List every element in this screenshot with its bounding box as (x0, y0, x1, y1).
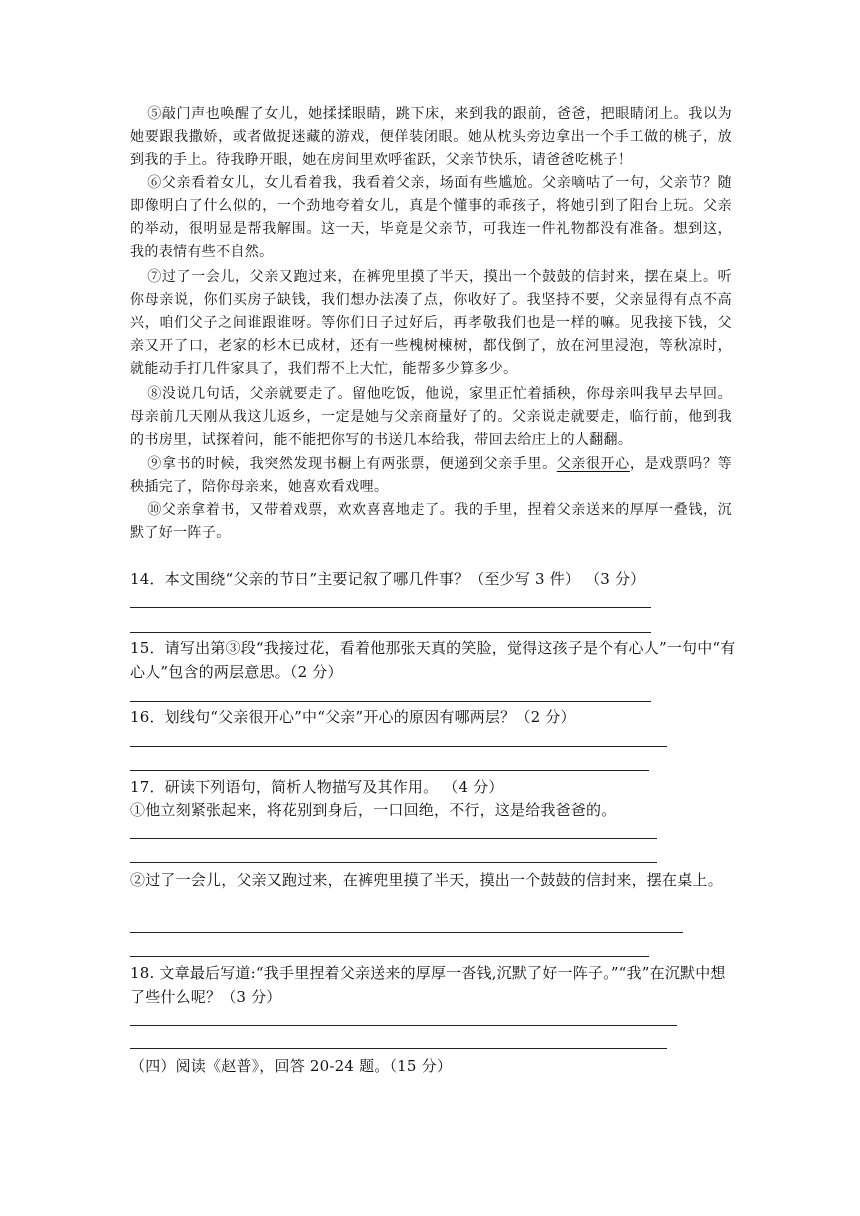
answer-line-14a[interactable] (130, 607, 651, 608)
question-14: 14．本文围绕“父亲的节日”主要记叙了哪几件事？（至少写 3 件） （3 分） (130, 570, 646, 588)
paragraph-10-text: ⑩父亲拿着书，又带着戏票，欢欢喜喜地走了。我的手里，捏着父亲送来的厚厚一叠钱，沉默了好一阵子。 (130, 502, 732, 541)
question-17-sentence-2: ②过了一会儿，父亲又跑过来，在裤兜里摸了半天，摸出一个鼓鼓的信封来，摆在桌上。 (130, 871, 723, 889)
paragraph-9-text-before: ⑨拿书的时候，我突然发现书橱上有两张票，便递到父亲手里。 (147, 456, 557, 472)
paragraph-8 (130, 383, 732, 452)
answer-line-16b[interactable] (130, 770, 649, 771)
paragraph-6 (130, 172, 732, 264)
paragraph-5 (130, 103, 732, 172)
question-16: 16．划线句“父亲很开心”中“父亲”开心的原因有哪两层？（2 分） (130, 708, 576, 726)
question-18: 18. 文章最后写道:“我手里捏着父亲送来的厚厚一沓钱,沉默了好一阵子。”“我”在沉默中想了些什么呢？（3 分） (130, 964, 726, 1006)
answer-line-16a[interactable] (130, 746, 667, 747)
paragraph-9 (130, 453, 732, 499)
answer-line-18a[interactable] (130, 1025, 677, 1026)
paragraph-7 (130, 266, 732, 381)
paragraph-10 (130, 499, 732, 545)
answer-line-17-1b[interactable] (130, 862, 657, 863)
paragraph-9-text-after: ，是戏票吗？等秧插完了，陪你母亲来，她喜欢看戏哩。 (130, 456, 732, 495)
question-17: 17．研读下列语句，简析人物描写及其作用。 （4 分） (130, 778, 504, 796)
answer-line-17-2b[interactable] (130, 956, 649, 957)
answer-line-15[interactable] (130, 701, 651, 702)
paragraph-8-text: ⑧没说几句话，父亲就要走了。留他吃饭，他说，家里正忙着插秧，你母亲叫我早去早回。母亲前几天刚从我这儿返乡，一定是她与父亲商量好了的。父亲说走就要走，临行前，他到我的书房里，试探着问，能不能把你写的书送几本给我，带回去给庄上的人翻翻。 (130, 386, 732, 448)
paragraph-7-text: ⑦过了一会儿，父亲又跑过来，在裤兜里摸了半天，摸出一个鼓鼓的信封来，摆在桌上。听你母亲说，你们买房子缺钱，我们想办法凑了点，你收好了。我坚持不要，父亲显得有点不高兴，咱们父子之间谁跟谁呀。等你们日子过好后，再孝敬我们也是一样的嘛。见我接下钱，父亲又开了口，老家的杉木已成材，还有一些槐树楝树，都伐倒了，放在河里浸泡，等秋凉时，就能动手打几件家具了，我们帮不上大忙，能帮多少算多少。 (130, 269, 732, 377)
section-4-heading: （四）阅读《赵普》，回答 20-24 题。（15 分） (130, 1057, 453, 1075)
question-15: 15．请写出第③段“我接过花，看着他那张天真的笑脸，觉得这孩子是个有心人”一句中“有心人”包含的两层意思。（2 分） (130, 639, 736, 681)
question-17-sentence-1: ①他立刻紧张起来，将花别到身后，一口回绝，不行，这是给我爸爸的。 (130, 801, 617, 819)
answer-line-17-2a[interactable] (130, 932, 683, 933)
answer-line-18b[interactable] (130, 1048, 667, 1049)
paragraph-6-text: ⑥父亲看着女儿，女儿看着我，我看着父亲，场面有些尴尬。父亲嘀咕了一句，父亲节？随即像明白了什么似的，一个劲地夸着女儿，真是个懂事的乖孩子，将她引到了阳台上玩。父亲的举动，很明显是帮我解围。这一天，毕竟是父亲节，可我连一件礼物都没有准备。想到这，我的表情有些不自然。 (130, 175, 732, 260)
underlined-sentence: 父亲很开心 (556, 456, 630, 472)
answer-line-17-1a[interactable] (130, 838, 657, 839)
paragraph-5-text: ⑤敲门声也唤醒了女儿，她揉揉眼睛，跳下床，来到我的跟前，爸爸，把眼睛闭上。我以为她要跟我撒娇，或者做捉迷藏的游戏，便佯装闭眼。她从枕头旁边拿出一个手工做的桃子，放到我的手上。待我睁开眼，她在房间里欢呼雀跃，父亲节快乐，请爸爸吃桃子！ (130, 106, 732, 168)
answer-line-14b[interactable] (130, 632, 651, 633)
